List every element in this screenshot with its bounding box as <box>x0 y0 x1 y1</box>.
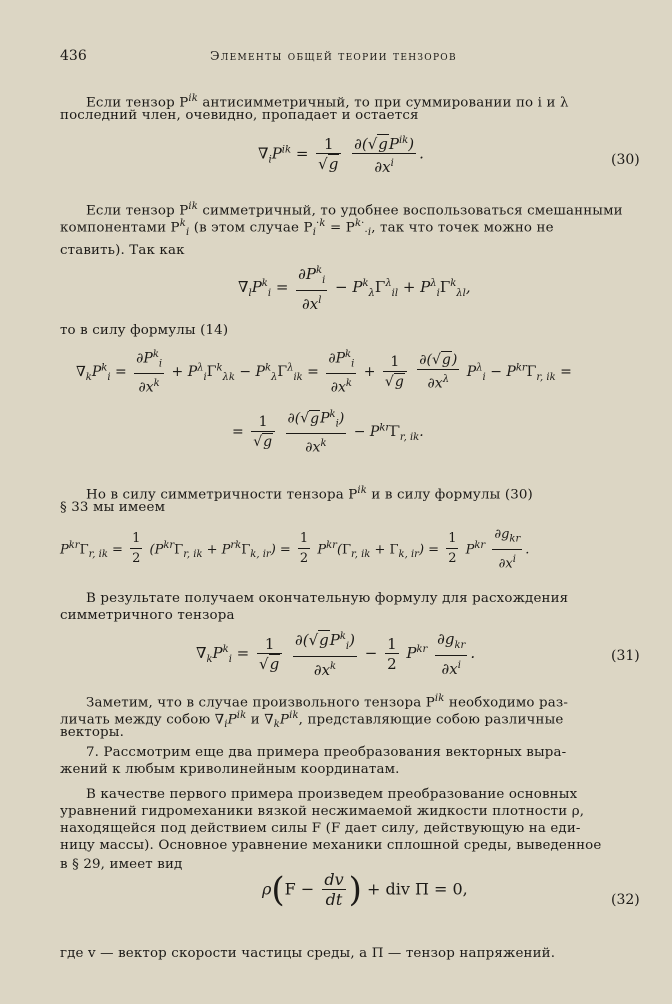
equation-32: ρ(F − $\frac{dv}{dt}$ ) + div Π = 0, <box>262 869 468 910</box>
paragraph-9: где v — вектор скорости частицы среды, а Π — тензор напряжений. <box>60 946 556 961</box>
paragraph-3: то в силу формулы (14) <box>60 323 229 338</box>
paragraph-2-line-2: компонентами $P^k_i$ (в этом случае $P_i^{\cdot k} = P^{k\cdot}_{\cdot i}$, так что точек можно не <box>60 218 554 239</box>
page-number: 436 <box>60 48 87 64</box>
equation-divergence-result: = $\frac{1}{√g}$ $\frac{\partial(√gP^k_i)}{\partial x^k}$ − $P^{kr}\Gamma_{r, ik}$. <box>232 406 424 458</box>
page-header <box>60 48 632 70</box>
equation-christoffel-symmetry: $P^{kr}\Gamma_{r, ik}$ = $\frac{1}{2}$ $(P^{kr}\Gamma_{r, ik} + P^{rk}\Gamma_{k, ir})$ = $\frac{1}{2}$ $P^{kr}(\Gamma_{r, ik} + \Gamma_{k, ir})$ = $\frac{1}{2}$ $P^{kr}$ $\frac{\partial g_{kr}}{\partial x^i}$ . <box>60 527 530 571</box>
paragraph-8-line-1: В качестве первого примера произведем преобразование основных <box>86 787 578 802</box>
paragraph-7-line-1: 7. Рассмотрим еще два примера преобразования векторных выра- <box>86 745 567 760</box>
equation-number-31: (31) <box>611 648 640 664</box>
paragraph-6-line-2: личать между собою $\nabla_iP^{ik}$ и $\nabla_kP^{ik}$, представляющие собою различные <box>60 710 564 731</box>
paragraph-4-line-1: Но в силу симметричности тензора $P^{ik}$ и в силу формулы (30) <box>86 485 533 503</box>
running-title: Элементы общей теории тензоров <box>210 48 457 63</box>
paragraph-8-line-5: в § 29, имеет вид <box>60 857 183 872</box>
paragraph-6-line-3: векторы. <box>60 725 124 740</box>
equation-mixed-divergence: $\nabla_lP^k_i$ = $\frac{\partial P^k_i}{\partial x^l}$ − $P^k_\lambda\Gamma^\lambda_{il} + P^\lambda_i\Gamma^k_{\lambda l}$, <box>238 262 471 314</box>
paragraph-8-line-2: уравнений гидромеханики вязкой несжимаемой жидкости плотности ρ, <box>60 804 585 819</box>
paragraph-8-line-4: ницу массы). Основное уравнение механики сплошной среды, выведенное <box>60 838 602 853</box>
paragraph-7-line-2: жений к любым криволинейным координатам. <box>60 762 400 777</box>
equation-number-32: (32) <box>611 892 640 908</box>
paragraph-6-line-1: Заметим, что в случае произвольного тензора $P^{ik}$ необходимо раз- <box>86 693 568 711</box>
paragraph-5-line-1: В результате получаем окончательную формулу для расхождения <box>86 591 569 606</box>
paragraph-8-line-3: находящейся под действием силы F (F дает силу, действующую на еди- <box>60 821 581 836</box>
equation-31: $\nabla_kP^k_i$ = $\frac{1}{√g}$ $\frac{\partial(√gP^k_i)}{\partial x^k}$ − $\frac{1}{2}$ $P^{kr}$ $\frac{\partial g_{kr}}{\partial x^i}$ . <box>196 629 476 679</box>
paragraph-5-line-2: симметричного тензора <box>60 608 235 623</box>
paragraph-1-line-1: Если тензор $P^{ik}$ антисимметричный, то при суммировании по i и λ <box>86 93 569 111</box>
equation-30: $\nabla_iP^{ik}$ = $\frac{1}{√g}$ $\frac{\partial(√gP^{ik})}{\partial x^i}$ . <box>258 132 424 177</box>
equation-number-30: (30) <box>611 152 640 168</box>
equation-divergence-expansion: $\nabla_kP^k_i$ = $\frac{\partial P^k_i}{\partial x^k}$ + $P^\lambda_i\Gamma^k_{\lambda k} - P^k_\lambda\Gamma^\lambda_{ik}$ = $\frac{\partial P^k_i}{\partial x^k}$ + $\frac{1}{√g}$ $\frac{\partial(√g)}{\partial x^\lambda}$ $P^\lambda_i - P^{kr}\Gamma_{r, ik}$ = <box>76 346 572 398</box>
paragraph-4-line-2: § 33 мы имеем <box>60 500 166 515</box>
paragraph-2-line-3: ставить). Так как <box>60 243 185 258</box>
paragraph-1-line-2: последний член, очевидно, пропадает и остается <box>60 108 419 123</box>
paragraph-2-line-1: Если тензор $P^{ik}$ симметричный, то удобнее воспользоваться смешанными <box>86 201 623 219</box>
